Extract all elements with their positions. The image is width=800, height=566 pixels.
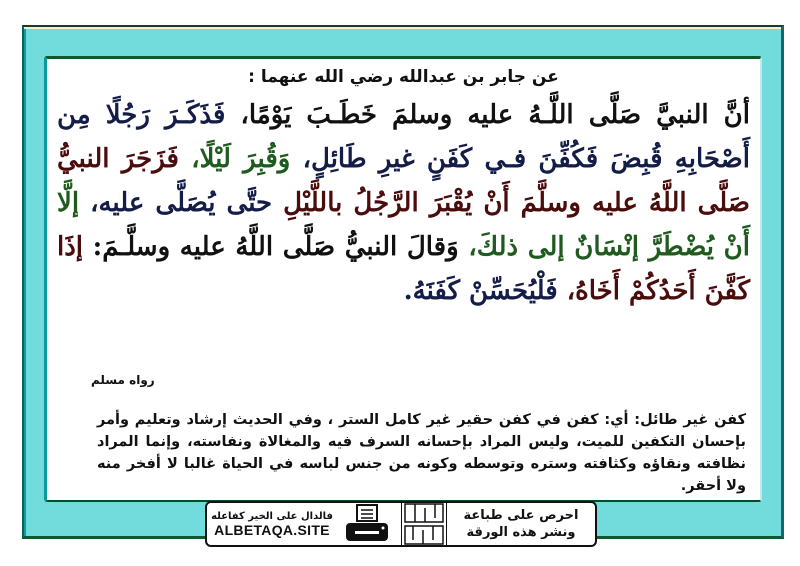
hadith-text — [57, 93, 750, 313]
footer-site-link[interactable]: ALBETAQA.SITE — [214, 521, 330, 538]
footer-tagline: فالدال على الخير كفاعله — [211, 510, 333, 522]
hadith-segment: وَقُبِرَ لَيْلًا، — [178, 144, 291, 174]
hadith-segment: إذَا كَفَّنَ أَحَدُكُمْ أَخَاهُ، — [57, 232, 750, 306]
hadith-segment: فَزَجَرَ النبيُّ صَلَّى اللَّهُ عليه وسلَّمَ أَنْ يُقْبَرَ الرَّجُلُ باللَّيْلِ — [57, 144, 750, 218]
hadith-source: رواه مسلم — [91, 373, 155, 387]
footer-banner — [205, 501, 597, 547]
footer-site-block — [207, 511, 337, 538]
hadith-segment: حتَّى يُصَلَّى عليه، — [79, 188, 273, 218]
hadith-segment: فَذَكَـرَ رَجُلًا مِن أَصْحَابِهِ قُبِضَ فَكُفِّنَ فـي كَفَنٍ غيرِ طَائِلٍ، — [57, 100, 750, 174]
footer-appeal — [447, 507, 595, 541]
hadith-segment: وَقالَ النبيُّ صَلَّى اللَّهُ عليه وسلَّـمَ: — [83, 232, 459, 262]
hadith-segment: إلَّا أَنْ يُضْطَرَّ إنْسَانٌ إلى ذلكَ، — [57, 188, 750, 262]
hadith-segment: أنَّ النبيَّ صَلَّى اللَّـهُ عليه وسلمَ خَطَـبَ يَوْمًا، — [225, 100, 750, 130]
dawah-logo — [401, 502, 447, 546]
explanation-notes: كفن غير طائل: أي: كفن في كفن حقير غير كامل الستر ، وفي الحديث إرشاد وتعليم وأمر بإحسان التكفين للميت، وليس المراد بإحسانه السرف فيه والمغالاة ونفاسته، وإنما المراد نظافته ونقاؤه وكثافته وستره وتوسطه وكونه من جنس لباسه في الحياة غالبا لا أفخر منه ولا أحقر. — [97, 412, 746, 494]
printer-icon — [343, 503, 391, 545]
hadith-segment: فَلْيُحَسِّنْ كَفَنَهُ. — [403, 276, 558, 306]
content-panel — [44, 56, 762, 502]
footer-appeal-line1: احرص على طباعة — [463, 508, 579, 523]
footer-appeal-line2: ونشر هذه الورقة — [466, 525, 576, 540]
narrator-heading: عن جابر بن عبدالله رضي الله عنهما : — [248, 67, 559, 87]
